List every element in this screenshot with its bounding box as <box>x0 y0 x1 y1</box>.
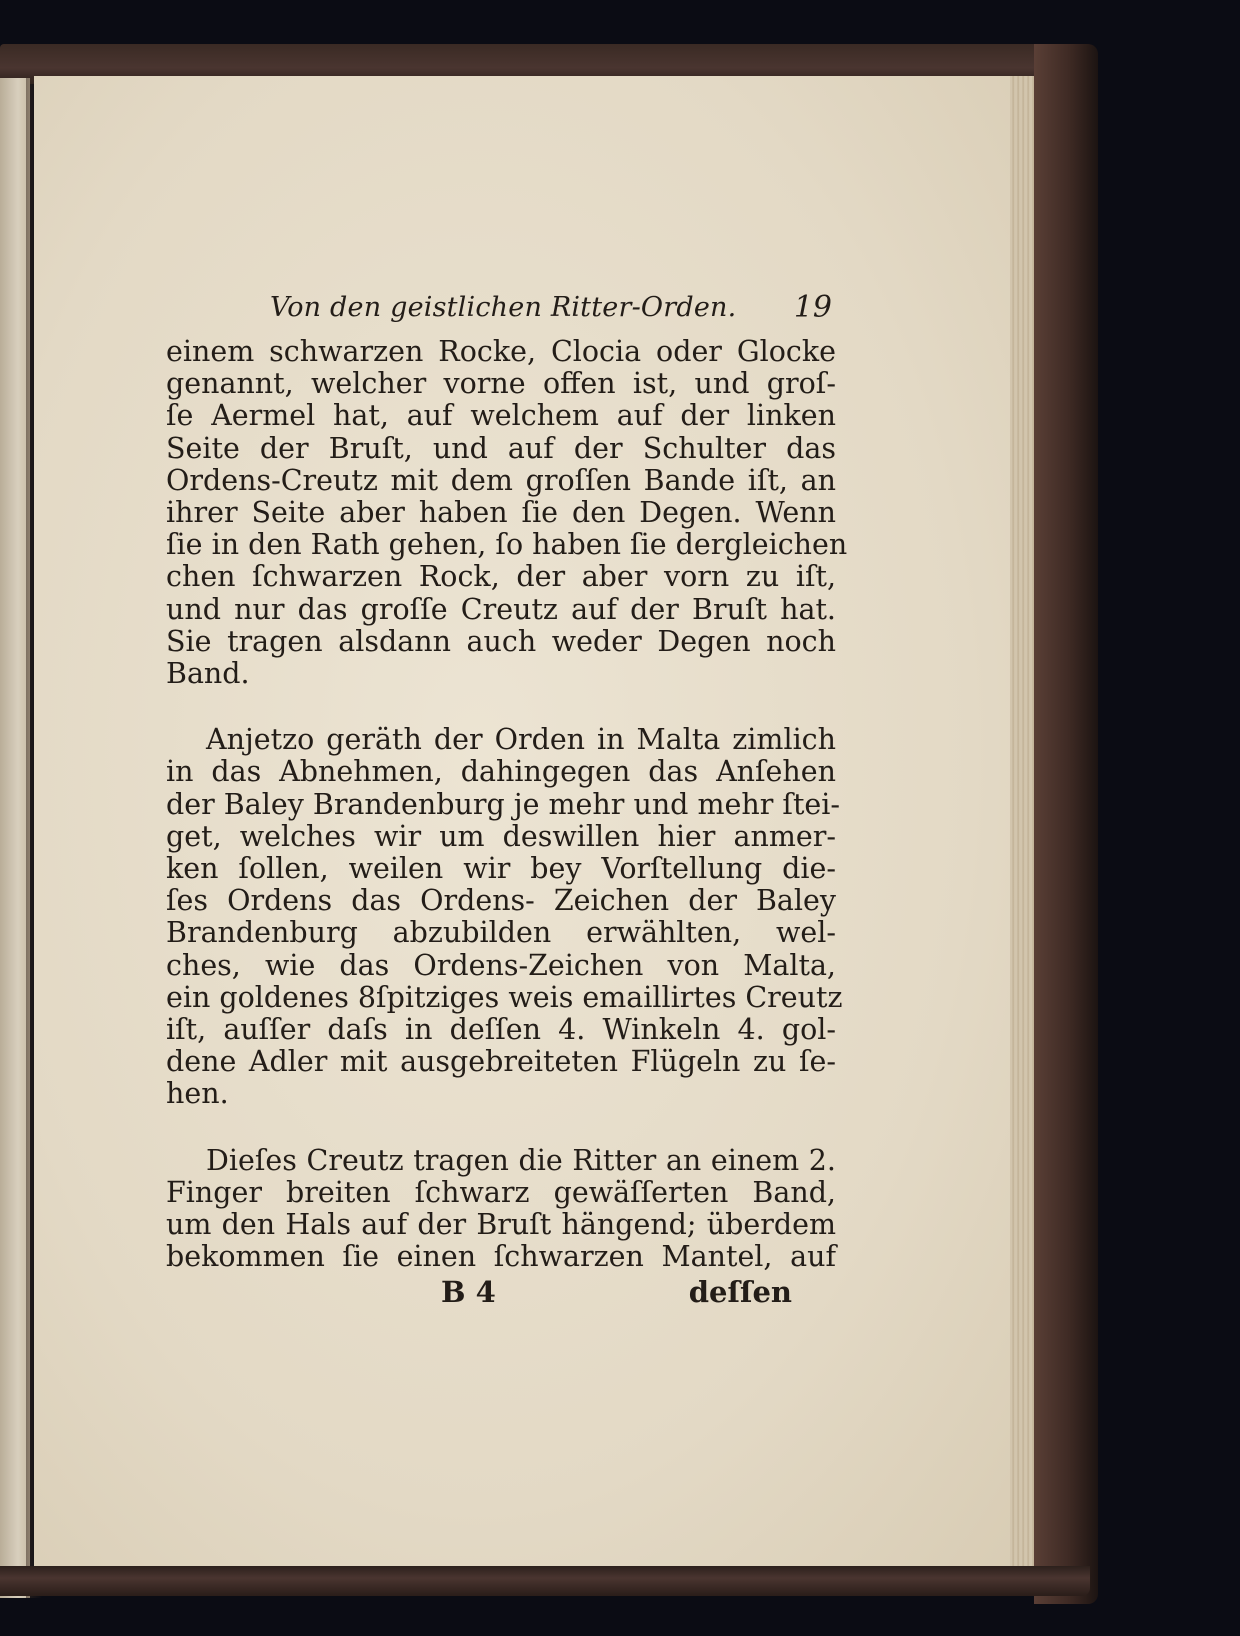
text-line: get, welches wir um deswillen hier anmer- <box>166 819 836 853</box>
text-line: der Baley Brandenburg je mehr und mehr ſtei- <box>166 787 841 821</box>
text-line: ſie in den Rath gehen, ſo haben ſie dergleichen <box>166 528 848 562</box>
text-line: ihrer Seite aber haben ſie den Degen. Wenn <box>166 496 836 530</box>
text-line: hen. <box>166 1077 229 1111</box>
text-line: Ordens-Creutz mit dem groſſen Bande iſt, an <box>166 463 836 497</box>
text-line: ein goldenes 8ſpitziges weis emaillirtes Creutz <box>166 980 843 1014</box>
catchword: deſſen <box>688 1275 792 1310</box>
text-line: genannt, welcher vorne offen ist, und groſ- <box>166 367 836 401</box>
running-title: Von den geistlichen Ritter-Orden. <box>270 292 737 323</box>
text-line: chen ſchwarzen Rock, der aber vorn zu iſt, <box>166 560 836 594</box>
page-number: 19 <box>793 290 832 325</box>
text-line: Band. <box>166 657 250 691</box>
text-line: iſt, auſſer daſs in deſſen 4. Winkeln 4. gol- <box>166 1013 836 1047</box>
book-cover-right-edge <box>1034 44 1098 1604</box>
text-line: dene Adler mit ausgebreiteten Flügeln zu ſe- <box>166 1045 836 1079</box>
text-line: ſes Ordens das Ordens- Zeichen der Baley <box>166 884 836 918</box>
page-stack-edges <box>1010 76 1036 1576</box>
text-line: Anjetzo geräth der Orden in Malta zimlich <box>206 723 836 757</box>
page-footer <box>166 1275 836 1315</box>
text-line: einem schwarzen Rocke, Clocia oder Glocke <box>166 335 836 368</box>
paragraph-1 <box>166 335 848 691</box>
text-line: Seite der Bruſt, und auf der Schulter das <box>166 431 836 465</box>
signature-mark: B 4 <box>441 1275 496 1310</box>
text-line: ſe Aermel hat, auf welchem auf der linken <box>166 399 836 433</box>
text-line: in das Abnehmen, dahingegen das Anſehen <box>166 755 836 789</box>
text-line: Brandenburg abzubilden erwählten, wel- <box>166 916 836 950</box>
text-line: Sie tragen alsdann auch weder Degen noch <box>166 624 836 658</box>
text-line: und nur das groſſe Creutz auf der Bruſt hat. <box>166 592 836 626</box>
paragraph-2 <box>166 723 843 1111</box>
running-head <box>166 292 836 336</box>
book-cover-bottom-edge <box>0 1566 1090 1596</box>
text-line: Finger breiten ſchwarz gewäſſerten Band, <box>166 1175 836 1209</box>
paragraph-3 <box>166 1145 836 1274</box>
text-line: Dieſes Creutz tragen die Ritter an einem 2. <box>206 1143 836 1177</box>
text-line: bekommen ſie einen ſchwarzen Mantel, auf <box>166 1240 836 1274</box>
text-line: um den Hals auf der Bruſt hängend; überdem <box>166 1208 836 1242</box>
text-line: ches, wie das Ordens-Zeichen von Malta, <box>166 948 836 982</box>
page-text-block <box>166 290 848 1315</box>
text-line: ken ſollen, weilen wir bey Vorſtellung die- <box>166 852 836 886</box>
